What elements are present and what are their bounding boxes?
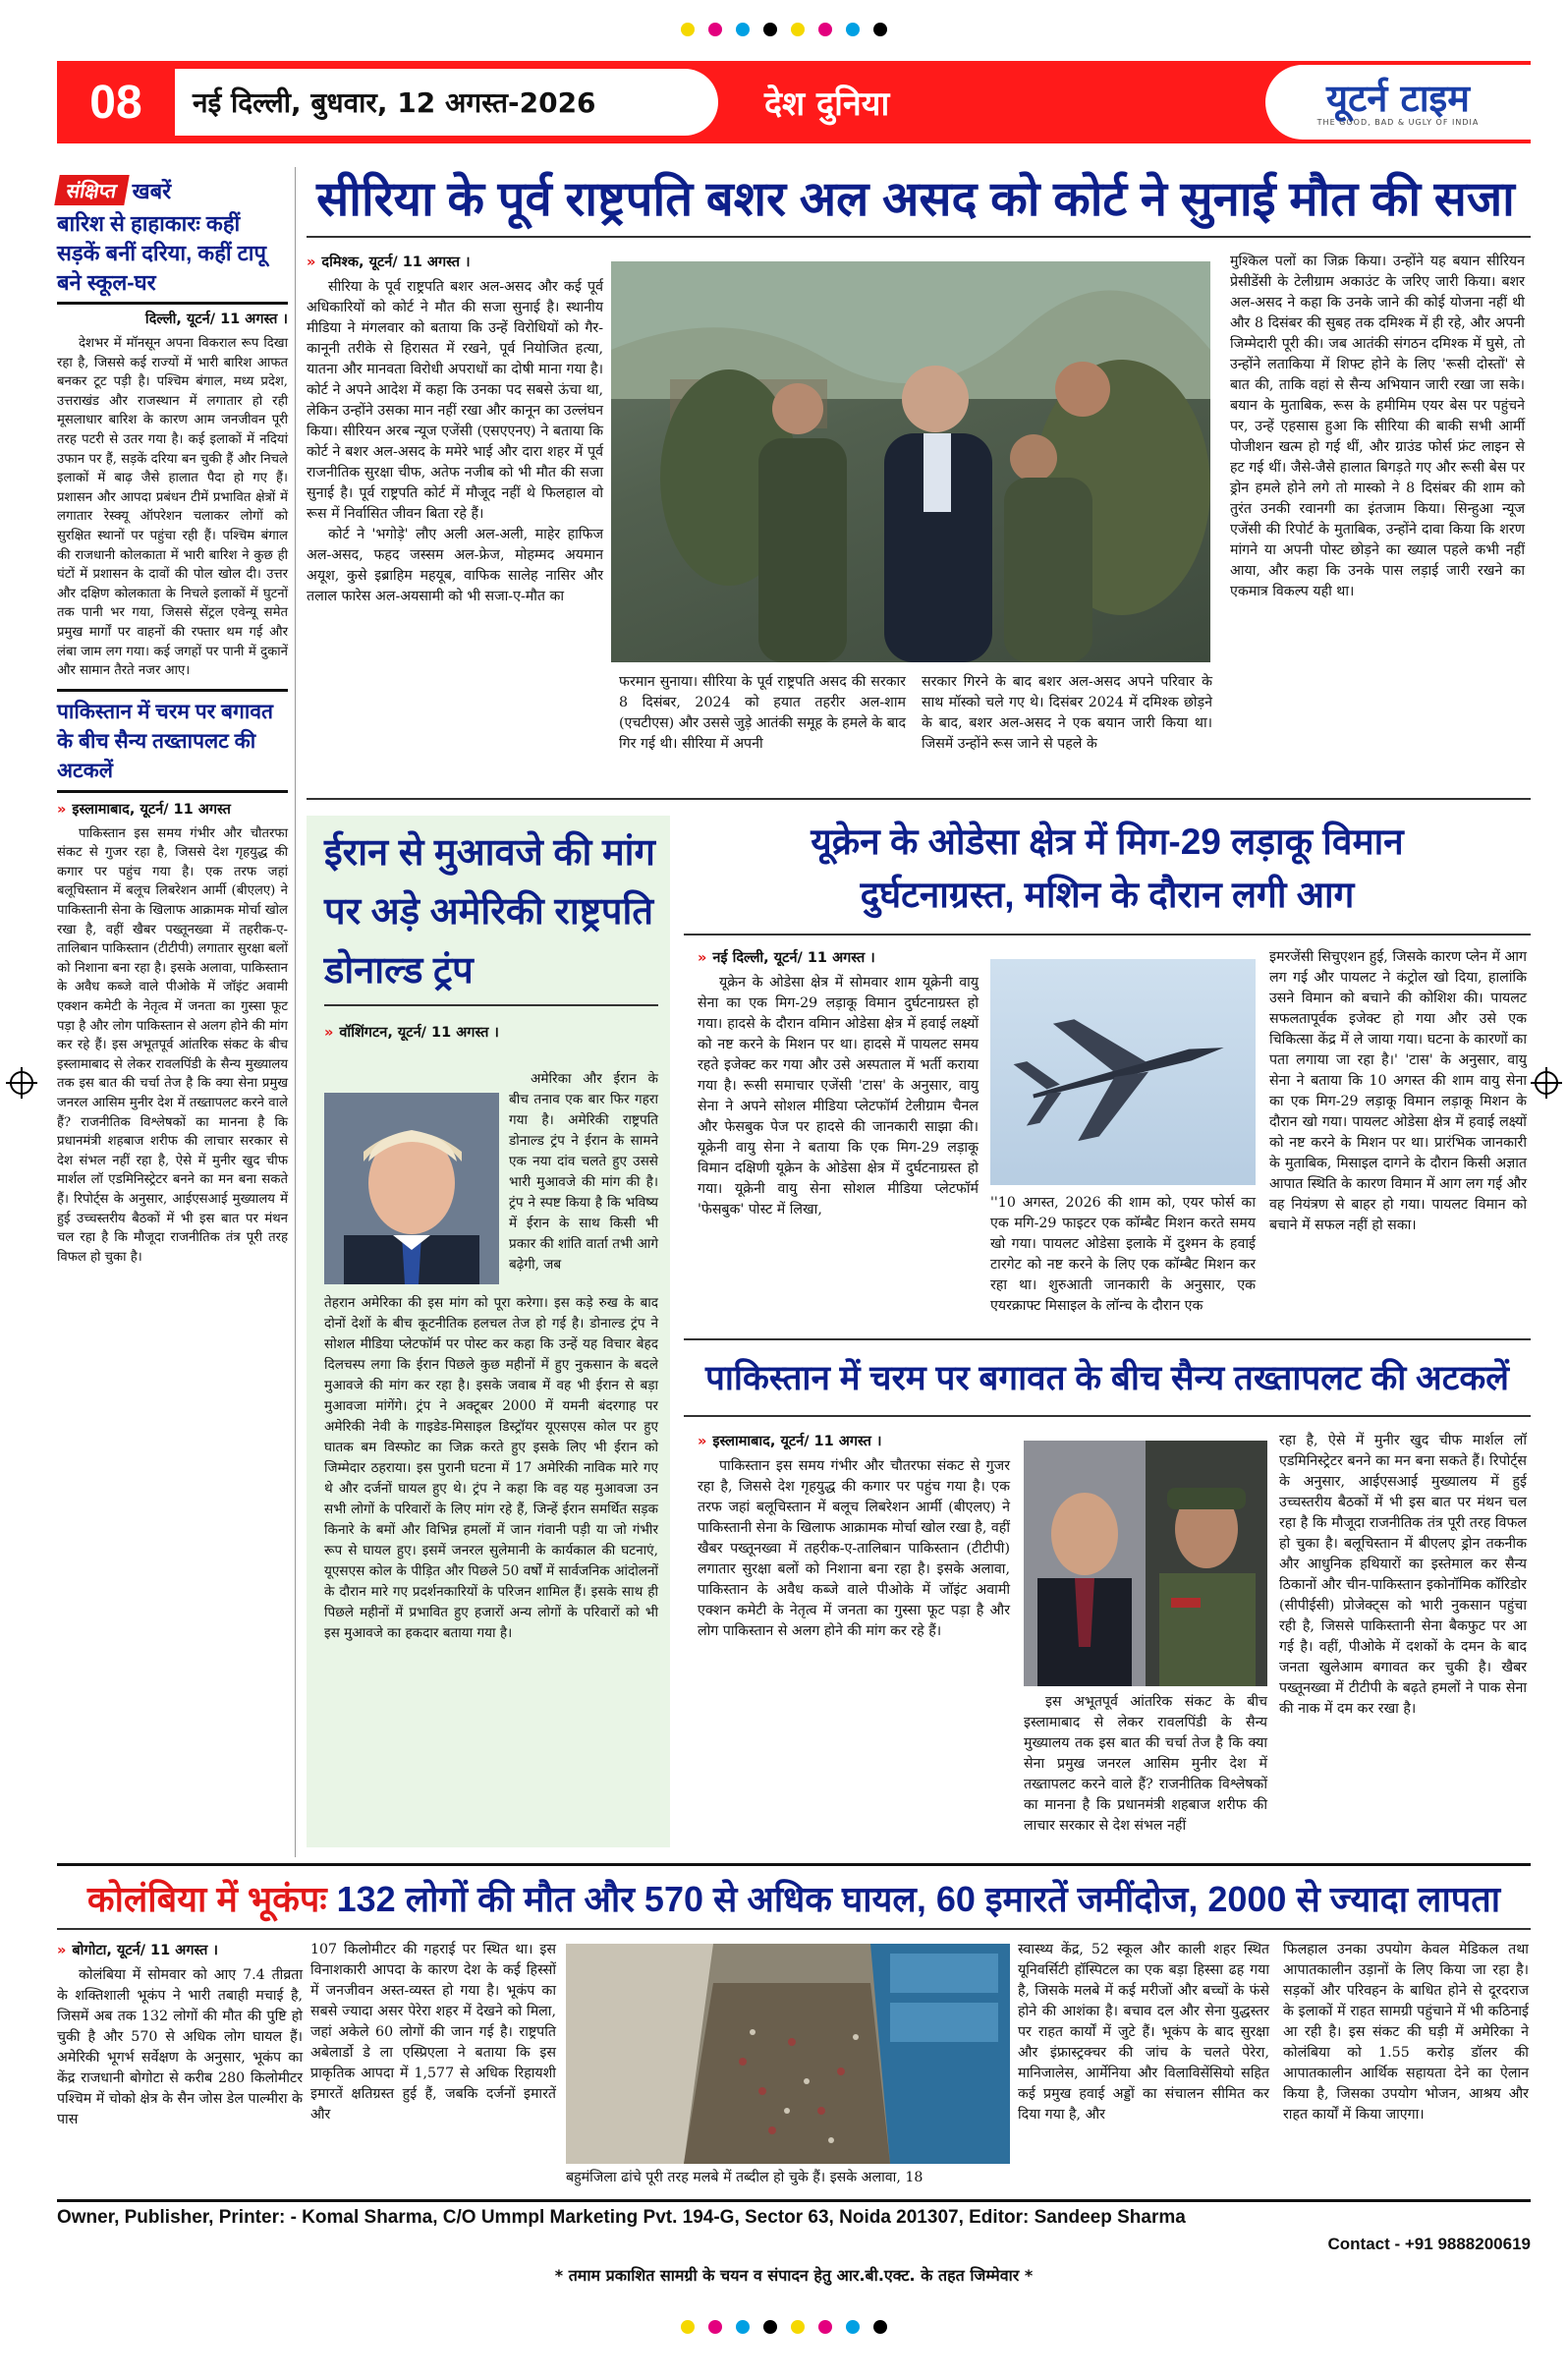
lead-col2: फरमान सुनाया। सीरिया के पूर्व राष्ट्रपति असद की सरकार 8 दिसंबर, 2024 को हयात तहरीर अल-शाम (एचटीएस) और उससे जुड़े आतंकी समूह के हमले के बाद गिर गई थी। सीरिया में अपनी xyxy=(619,674,906,752)
lead-dateline: » दमिश्क, यूटर्न/ 11 अगस्त । xyxy=(307,255,471,270)
lead-col1: » दमिश्क, यूटर्न/ 11 अगस्त । सीरिया के पूर्व राष्ट्रपति बशर अल-असद और कई पूर्व अधिकारियों को कोर्ट ने मौत की सजा सुनाई है। स्थानीय मीडिया ने मंगलवार को बताया कि उन्हें विरोधियों को गैर-कानूनी तरीके से हिरासत में रखने, पूर्व नियोजित हत्या, यातना और मानवता विरोधी अपराधों का दोषी माना गया है। कोर्ट ने अपने आदेश में कहा कि उनका पद सबसे ऊंचा था, लेकिन उन्होंने उसका मान नहीं रखा और कानून का उल्लंघन किया। सीरियन अरब न्यूज एजेंसी (एसएएनए) ने बताया कि कोर्ट ने बशर अल-असद के ममेरे भाई और दारा शहर में पूर्व राजनीतिक सुरक्षा चीफ, अतेफ नजीब को भी मौत की सजा सुनाई है। पूर्व राष्ट्रपति कोर्ट में मौजूद नहीं थे फिलहाल वो रूस में निर्वासित जीवन बिता रहे हैं। कोर्ट ने 'भगोड़े' लौए अली अल-अली, माहेर हाफिज अल-असद, फहद जस्सम अल-फ्रेज, मोहम्मद अयमान अयूश, कुसे इब्राहिम महयूब, वाफिक सालेह नासिर और तलाल फारेस अल-अयसामी को भी सजा-ए-मौत का xyxy=(307,252,603,607)
colombia-col1: » बोगोटा, यूटर्न/ 11 अगस्त । कोलंबिया में सोमवार को आए 7.4 तीव्रता के शक्तिशाली भूकंप ने भारी तबाही मचाई है, जिसमें अब तक 132 लोगों की मौत की पुष्टि हो चुकी है और 570 से अधिक लोग घायल हैं। अमेरिकी भूगर्भ सर्वेक्षण के अनुसार, भूकंप का केंद्र राजधानी बोगोटा से करीब 280 किलोमीटर पश्चिम में चोको क्षेत्र के सैन जोस डेल पाल्मीरा के पास xyxy=(57,1943,303,2127)
colombia-col3: स्वास्थ्य केंद्र, 52 स्कूल और काली शहर स्थित यूनिवर्सिटी हॉस्पिटल का एक बड़ा हिस्सा ढह गया है, जिसके मलबे में कई मरीजों और बच्चों के फंसे होने की आशंका है। बचाव दल और सेना युद्धस्तर पर राहत कार्यों में जुटे हैं। भूकंप के बाद सुरक्षा और इंफ्रास्ट्रक्चर की जांच के चलते पेरेरा, मानिजालेस, आर्मेनिया और विलाविसेंसियो सहित कई प्रमुख हवाई अड्डों का संचालन सीमित कर दिया गया है, और xyxy=(1018,1942,1269,2123)
pakistan-col1: » इस्लामाबाद, यूटर्न/ 11 अगस्त । पाकिस्तान इस समय गंभीर और चौतरफा संकट से गुजर रहा है, जिससे देश गृहयुद्ध की कगार पर पहुंच गया है। एक तरफ जहां बलूचिस्तान में बलूच लिबरेशन आर्मी (बीएलए) ने पाकिस्तानी सेना के खिलाफ आक्रामक मोर्चा खोल रखा है, वहीं खैबर पख्तूनख्वा में तहरीक-ए-तालिबान पाकिस्तान (टीटीपी) लगातार सुरक्षा बलों को निशाना बना रहा है। इसके अलावा, पाकिस्तान के अवैध कब्जे वाले पीओके में जॉइंट अवामी एक्शन कमेटी के नेतृत्व में जनता का गुस्सा फूट पड़ा है और लोग पाकिस्तान से अलग होने की मांग कर रहे हैं। xyxy=(698,1434,1010,1639)
brief2-body: पाकिस्तान इस समय गंभीर और चौतरफा संकट से गुजर रहा है, जिससे देश गृहयुद्ध की कगार पर पहुंच गया है। एक तरफ जहां बलूचिस्तान में बलूच लिबरेशन आर्मी (बीएलए) ने पाकिस्तानी सेना के खिलाफ आक्रामक मोर्चा खोल रखा है, वहीं खैबर पख्तूनख्वा में तहरीक-ए-तालिबान पाकिस्तान (टीटीपी) लगातार सुरक्षा बलों को निशाना बना रहा है। इसके अलावा, पाकिस्तान के अवैध कब्जे वाले पीओके में जॉइंट अवामी एक्शन कमेटी के नेतृत्व में जनता का गुस्सा फूट पड़ा है और लोग पाकिस्तान से अलग होने की मांग कर रहे हैं। इस अभूतपूर्व आंतरिक संकट के बीच इस्लामाबाद से लेकर रावलपिंडी के सैन्य मुख्यालय तक इस बात की चर्चा तेज है कि क्या सेना प्रमुख जनरल आसिम मुनीर देश में तख्तापलट करने वाले हैं? राजनीतिक विश्लेषकों का मानना है कि प्रधानमंत्री शहबाज शरीफ की लाचार सरकार से देश संभल नहीं रहा है, ऐसे में मुनीर खुद चीफ मार्शल लॉ एडमिनिस्ट्रेटर बनने का मन बना सकते हैं। रिपोर्ट्स के अनुसार, आईएसआई मुख्यालय में हुई उच्चस्तरीय बैठकों में भी इस बात पर मंथन चल रहा है कि मौजूदा राजनीतिक तंत्र पूरी तरह विफल हो चुका है। xyxy=(57,825,288,1265)
page-header xyxy=(57,61,1531,143)
iran-body: तेहरान अमेरिका की इस मांग को पूरा करेगा। इस कड़े रुख के बाद दोनों देशों के बीच कूटनीतिक हलचल तेज हो गई है। डोनाल्ड ट्रंप ने सोशल मीडिया प्लेटफॉर्म पर पोस्ट कर कहा कि उन्हें यह विचार बेहद दिलचस्प लगा कि ईरान पिछले कुछ महीनों में हुए नुकसान के बदले मुआवजे की मांग कर रहा है। इसके जवाब में वह भी ईरान से बड़ा मुआवजा मांगेंगे। ट्रंप ने अक्टूबर 2000 में यमनी बंदरगाह पर अमेरिकी नेवी के गाइडेड-मिसाइल डिस्ट्रॉयर यूएसएस कोल पर हुए घातक बम विस्फोट का जिक्र करते हुए इसके लिए भी ईरान को जिम्मेदार ठहराया। इस पुरानी घटना में 17 अमेरिकी नाविक मारे गए थे और दर्जनों घायल हुए थे। ट्रंप ने कहा कि वह यह मुआवजा उन सभी लोगों के परिवारों के लिए मांग रहे हैं, जिन्हें ईरान समर्थित सड़क किनारे के बमों और विभिन्न हमलों में जान गंवानी पड़ी या जो गंभीर रूप से घायल हुए। इसमें जनरल सुलेमानी के कार्यकाल की घटनाएं, यूएसएस कोल के पीड़ित और पिछले 50 वर्षों में सार्वजनिक आंदोलनों के दौरान मारे गए प्रदर्शनकारियों के परिजन शामिल हैं। इसके साथ ही पिछले महीनों में प्रभावित हुए हजारों अन्य लोगों के परिवारों को भी इस मुआवजे का हकदार बताया गया है। xyxy=(324,1295,658,1641)
registration-mark-right xyxy=(1535,1071,1558,1095)
footer-disclaimer: * तमाम प्रकाशित सामग्री के चयन व संपादन हेतु आर.बी.एक्ट. के तहत जिम्मेवार * xyxy=(554,2266,1034,2285)
pakistan-col3: रहा है, ऐसे में मुनीर खुद चीफ मार्शल लॉ एडमिनिस्ट्रेटर बनने का मन बना सकते हैं। रिपोर्ट्स के अनुसार, आईएसआई मुख्यालय में हुई उच्चस्तरीय बैठकों में भी इस बात पर मंथन चल रहा है कि मौजूदा राजनीतिक तंत्र पूरी तरह विफल हो चुका है। बलूचिस्तान में बीएलए ड्रोन तकनीक और आधुनिक हथियारों का इस्तेमाल कर सैन्य ठिकानों और चीन-पाकिस्तान इकोनॉमिक कॉरिडोर (सीपीईसी) प्रोजेक्ट्स को भारी नुकसान पहुंचा रही है, जिससे पाकिस्तानी सेना बैकफुट पर आ गई है। वहीं, पीओके में दशकों के दमन के बाद जनता खुलेआम बगावत कर चुकी है। खैबर पख्तूनख्वा में टीटीपी के बढ़ते हमलों ने पाक सेना की नाक में दम कर रखा है। xyxy=(1279,1433,1527,1717)
ukraine-col1: » नई दिल्ली, यूटर्न/ 11 अगस्त । यूक्रेन के ओडेसा क्षेत्र में सोमवार शाम यूक्रेनी वायु सेना का एक मिग-29 लड़ाकू विमान दुर्घटनाग्रस्त हो गया। हादसे के दौरान वमिान ओडेसा क्षेत्र में हवाई लक्ष्यों को नष्ट करने के मिशन पर था। हादसे में पायलट समय रहते इजेक्ट कर गया और उसे अस्पताल में भर्ती कराया गया है। रूसी समाचार एजेंसी 'टास' के अनुसार, वायु सेना ने अपने सोशल मीडिया प्लेटफॉर्म टेलीग्राम चैनल और फेसबुक पेज पर हादसे की जानकारी साझा की। यूक्रेनी वायु सेना ने बताया कि एक मिग-29 लड़ाकू विमान दक्षिणी यूक्रेन के ओडेसा क्षेत्र में दुर्घटनाग्रस्त हो गया। यूक्रेनी वायु सेना सोशल मीडिया प्लेटफॉर्म 'फेसबुक' पोस्ट में लिखा, xyxy=(698,950,979,1218)
registration-bar-top xyxy=(0,14,1567,45)
lead-col3: सरकार गिरने के बाद बशर अल-असद अपने परिवार के साथ मॉस्को चले गए थे। दिसंबर 2024 में दमिश्क छोड़ने के बाद, बशर अल-असद ने एक बयान जारी किया था। जिसमें उन्होंने रूस जाने से पहले के xyxy=(922,674,1212,752)
footer-rule xyxy=(57,2199,1531,2202)
colombia-col4: फिलहाल उनका उपयोग केवल मेडिकल तथा आपातकालीन उड़ानों के लिए किया जा रहा है। सड़कों और परिवहन के बाधित होने से दूरदराज के इलाकों में राहत सामग्री पहुंचाने में भी कठिनाई आ रही है। इस संकट की घड़ी में अमेरिका ने कोलंबिया को 1.55 करोड़ डॉलर की आपातकालीन आर्थिक सहायता देने का ऐलान किया है, जिसका उपयोग भोजन, आश्रय और राहत कार्यों में किया जाएगा। xyxy=(1283,1942,1529,2123)
newspaper-logo xyxy=(1265,65,1531,140)
brief1-headline: बारिश से हाहाकारः कहीं सड़कें बनीं दरिया, कहीं टापू बने स्कूल-घर xyxy=(57,211,266,295)
section-title: देश दुनिया xyxy=(764,85,890,124)
ukraine-col3: इमरजेंसी सिचुएशन हुई, जिसके कारण प्लेन में आग लग गई और पायलट ने कंट्रोल खो दिया, हालांकि उसने विमान को बचाने की कोशिश की। पायलट सफलतापूर्वक इजेक्ट हो गया और उसे एक चिकित्सा केंद्र में ले जाया गया। घटना के कारणों का पता लगाया जा रहा है।' 'टास' के अनुसार, वायु सेना ने बताया कि 10 अगस्त की शाम वायु सेना का एक मिग-29 लड़ाकू विमान लड़ाकू मिशन के दौरान खो गया। पायलट ओडेसा क्षेत्र में हवाई लक्ष्यों को नष्ट करने के मिशन पर था। प्रारंभिक जानकारी के मुताबिक, मिसाइल दागने के दौरान किसी अज्ञात आपात स्थिति के कारण विमान में आग लग गई और वह नियंत्रण से बाहर हो गया। पायलट विमान को बचाने में सफल नहीं हो सका। xyxy=(1269,949,1527,1233)
brief2-rule-top xyxy=(57,689,288,692)
colombia-photo-caption: बहुमंजिला ढांचे पूरी तरह मलबे में तब्दील हो चुके हैं। इसके अलावा, 18 xyxy=(566,2170,923,2185)
logo-tagline: THE GOOD, BAD & UGLY OF INDIA xyxy=(1316,117,1480,127)
brief2-headline: पाकिस्तान में चरम पर बगावत के बीच सैन्य तख्तापलट की अटकलें xyxy=(57,700,273,782)
colombia-rule xyxy=(57,1928,1531,1930)
sidebar-divider xyxy=(295,167,296,1857)
page-number: 08 xyxy=(57,61,175,143)
brief2-dateline: » इस्लामाबाद, यूटर्न/ 11 अगस्त xyxy=(57,801,231,818)
logo-title: यूटर्न टाइम xyxy=(1326,76,1470,120)
footer-contact: Contact - +91 9888200619 xyxy=(1327,2235,1531,2253)
colombia-headline xyxy=(57,1873,1531,1926)
lead-col4: मुश्किल पलों का जिक्र किया। उन्होंने यह बयान सीरियन प्रेसीडेंसी के टेलीग्राम अकाउंट के जरिए जारी किया। बशर अल-असद ने कहा कि उनके जाने की कोई योजना नहीं थी और 8 दिसंबर की सुबह तक दमिश्क में ही रहे, और अपनी जिम्मेदारी पूरी की। जब आतंकी संगठन दमिश्क में घुसे, तो उन्होंने लताकिया में शिफ्ट होने के लिए 'रूसी दोस्तों' से बात की, ताकि वहां से सैन्य अभियान जारी रखा जा सके। बयान के मुताबिक, रूस के हमीमिम एयर बेस पर पहुंचने पर, उन्हें एहसास हुआ कि सीरिया की बाकी सभी आर्मी पोजीशन खत्म हो गई थीं, और ग्राउंड फोर्स फ्रंट लाइन से हट गई थीं। जैसे-जैसे हालात बिगड़ते गए और रूसी बेस पर ड्रोन हमले होने लगे तो मास्को ने 8 दिसंबर की शाम को तुरंत उनकी रवानगी का इंतजाम किया। सिन्हुआ न्यूज एजेंसी की रिपोर्ट के मुताबिक, उन्होंने दावा किया कि शरण मांगने या अपनी पोस्ट छोड़ने का ख्याल पहले कभी नहीं आया, और कहा कि उनके पास लड़ाई जारी रखने का एकमात्र विकल्प यही था। xyxy=(1230,254,1525,599)
lead-photo-assad xyxy=(611,261,1210,662)
colombia-top-rule xyxy=(57,1863,1531,1866)
brief1-dateline: दिल्ली, यूटर्न/ 11 अगस्त । xyxy=(144,312,288,327)
sidebar-briefs xyxy=(57,175,288,1267)
footer-imprint: Owner, Publisher, Printer: - Komal Sharma, C/O Ummpl Marketing Pvt. 194-G, Sector 63, Noida 201307, Editor: Sandeep Sharma xyxy=(57,2207,1186,2228)
registration-mark-left xyxy=(10,1071,33,1095)
colombia-col2: 107 किलोमीटर की गहराई पर स्थित था। इस विनाशकारी आपदा के कारण देश के कई हिस्सों में जनजीवन अस्त-व्यस्त हो गया है। भूकंप का सबसे ज्यादा असर पेरेरा शहर में देखने को मिला, जहां अकेले 60 लोगों की जान गई है। राष्ट्रपति अबेलार्डो डे ला एस्प्रिएला ने बताया कि इस प्राकृतिक आपदा में 1,577 से अधिक रिहायशी इमारतें क्षतिग्रस्त हुई हैं, जबकि दर्जनों इमारतें और xyxy=(310,1942,556,2123)
registration-bar-bottom xyxy=(0,2311,1567,2343)
ukraine-photo-jet xyxy=(990,959,1256,1185)
pakistan-col2: इस अभूतपूर्व आंतरिक संकट के बीच इस्लामाबाद से लेकर रावलपिंडी के सैन्य मुख्यालय तक इस बात की चर्चा तेज है कि क्या सेना प्रमुख जनरल आसिम मुनीर देश में तख्तापलट करने वाले हैं? राजनीतिक विश्लेषकों का मानना है कि प्रधानमंत्री शहबाज शरीफ की लाचार सरकार से देश संभल नहीं xyxy=(1024,1694,1267,1834)
colombia-headline-blue: 132 लोगों की मौत और 570 से अधिक घायल, 60 इमारतें जमींदोज, 2000 से ज्यादा लापता xyxy=(336,1879,1501,1919)
ukraine-headline-line1: यूक्रेन के ओडेसा क्षेत्र में मिग-29 लड़ाकू विमान xyxy=(811,822,1404,862)
lead-rule xyxy=(307,236,1531,238)
brief-tag-text: खबरें xyxy=(132,179,172,204)
brief-tag-box: संक्षिप्त xyxy=(54,175,129,205)
colombia-photo-rubble xyxy=(566,1944,1010,2164)
brief2-rule xyxy=(57,790,288,793)
iran-beside-text: अमेरिका और ईरान के बीच तनाव एक बार फिर गहरा गया है। अमेरिकी राष्ट्रपति डोनाल्ड ट्रंप ने ईरान के सामने एक नया दांव चलते हुए उससे भारी मुआवजे की मांग की है। ट्रंप ने स्पष्ट किया है कि भविष्य में ईरान के साथ किसी भी प्रकार की शांति वार्ता तभी आगे बढ़ेगी, जब xyxy=(509,1071,658,1273)
pakistan-photo-leaders xyxy=(1024,1441,1267,1686)
pakistan-headline: पाकिस्तान में चरम पर बगावत के बीच सैन्य तख्तापलट की अटकलें xyxy=(704,1359,1510,1397)
lead-bottom-rule xyxy=(307,798,1531,800)
brief1-rule xyxy=(57,302,288,305)
colombia-headline-red: कोलंबिया में भूकंपः xyxy=(86,1879,327,1919)
ukraine-headline xyxy=(684,816,1531,922)
iran-headline: ईरान से मुआवजे की मांग पर अड़े अमेरिकी राष्ट्रपति डोनाल्ड ट्रंप xyxy=(324,832,655,992)
ukraine-bottom-rule xyxy=(684,1338,1531,1340)
lead-headline: सीरिया के पूर्व राष्ट्रपति बशर अल असद को कोर्ट ने सुनाई मौत की सजा xyxy=(316,173,1515,226)
pakistan-rule xyxy=(684,1415,1531,1417)
iran-dateline: » वॉशिंगटन, यूटर्न/ 11 अगस्त । xyxy=(324,1025,499,1041)
iran-rule xyxy=(324,1004,658,1006)
ukraine-headline-line2: दुर्घटनाग्रस्त, मशिन के दौरान लगी आग xyxy=(860,875,1355,915)
ukraine-rule xyxy=(684,934,1531,935)
brief1-body: देशभर में मॉनसून अपना विकराल रूप दिखा रहा है, जिससे कई राज्यों में भारी बारिश आफत बनकर टूट पड़ी है। पश्चिम बंगाल, मध्य प्रदेश, उत्तराखंड और राजस्थान में लगातार हो रही मूसलाधार बारिश के कारण आम जनजीवन पूरी तरह पटरी से उतर गया है। कई इलाकों में नदियां उफान पर हैं, सड़कें दरिया बन चुकी हैं और निचले इलाकों में बाढ़ जैसे हालात पैदा हो गए हैं। प्रशासन और आपदा प्रबंधन टीमें प्रभावित क्षेत्रों में लगातार रेस्क्यू ऑपरेशन चलाकर लोगों को सुरक्षित स्थानों पर पहुंचा रही हैं। पश्चिम बंगाल की राजधानी कोलकाता में भारी बारिश ने कुछ ही घंटों में प्रशासन के दावों की पोल खोल दी। उत्तर और दक्षिण कोलकाता के निचले इलाकों में घुटनों तक पानी भर गया, जिससे सेंट्रल एवेन्यू समेत प्रमुख मार्गों पर वाहनों की रफ्तार थम गई और लंबा जाम लग गया। कई जगहों पर पानी में दुकानें और सामान तैरते नजर आए। xyxy=(57,336,288,679)
iran-photo-trump xyxy=(324,1093,499,1284)
header-dateline: नई दिल्ली, बुधवार, 12 अगस्त-2026 xyxy=(175,69,718,136)
ukraine-col2: ''10 अगस्त, 2026 की शाम को, एयर फोर्स का एक मगि-29 फाइटर एक कॉम्बैट मिशन करते समय खो गया। पायलट ओडेसा इलाके में दुश्मन के हवाई टारगेट को नष्ट करने के लिए एक कॉम्बैट मिशन कर रहा था। शुरुआती जानकारी के अनुसार, एक एयरक्राफ्ट मिसाइल के लॉन्च के दौरान एक xyxy=(990,1195,1256,1314)
